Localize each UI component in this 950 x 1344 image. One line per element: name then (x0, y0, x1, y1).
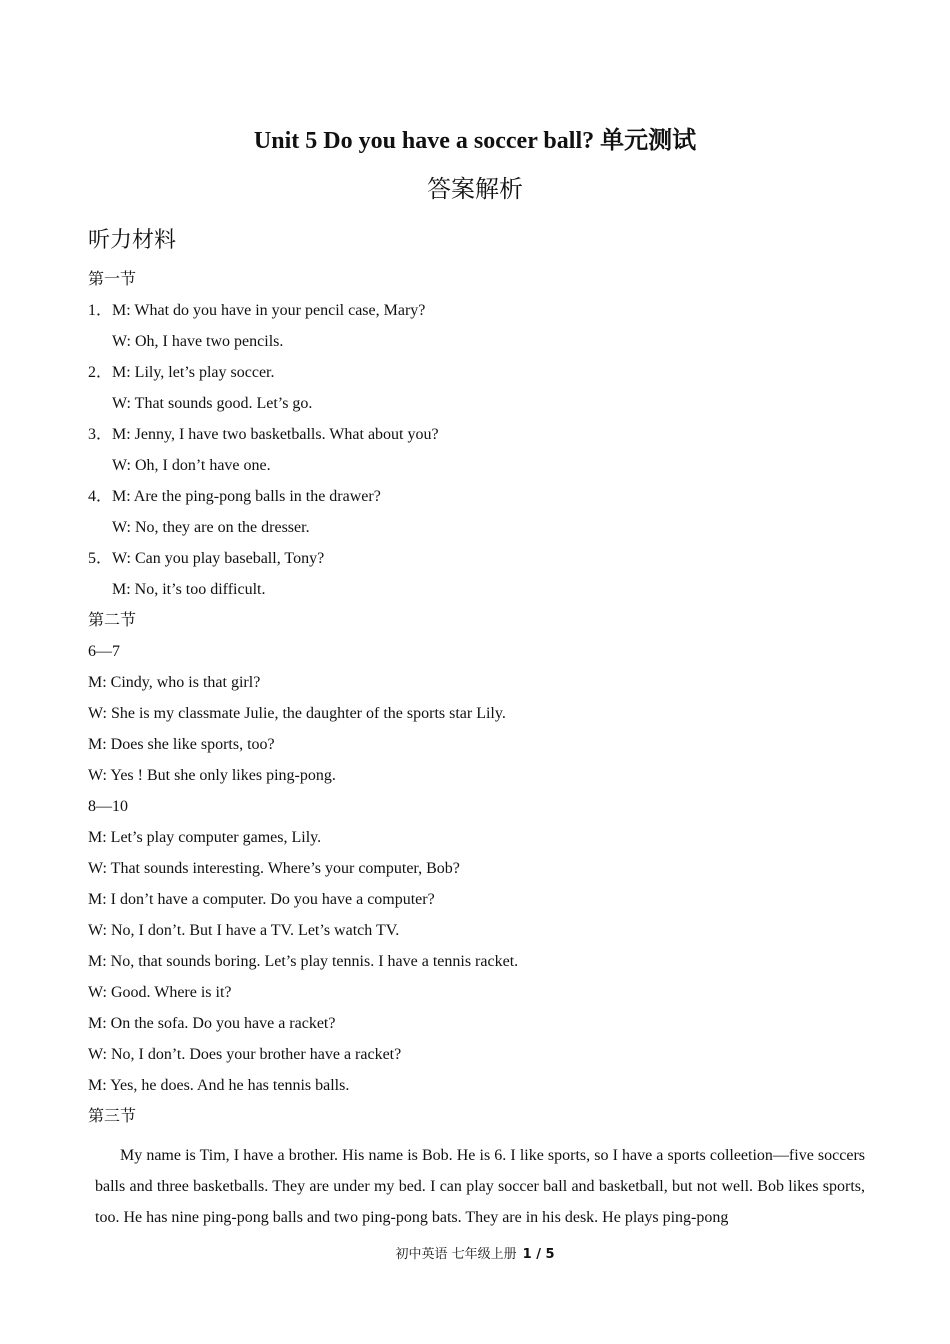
item-3-question (88, 424, 439, 446)
footer-text: 初中英语 七年级上册 (395, 1247, 517, 1262)
dialog-line: M: Yes, he does. And he has tennis balls. (88, 1077, 350, 1094)
dialog-line: W: She is my classmate Julie, the daughter of the sports star Lily. (88, 705, 506, 722)
item-number: 1． (88, 302, 113, 319)
group-8-10-label: 8—10 (88, 798, 128, 815)
item-number: 4． (88, 488, 113, 505)
item-5-answer: M: No, it’s too difficult. (112, 581, 266, 598)
page-title: Unit 5 Do you have a soccer ball? 单元测试 (253, 128, 697, 154)
item-2-answer: W: That sounds good. Let’s go. (112, 395, 313, 412)
item-4-question (88, 486, 381, 508)
dialog-line: M: Let’s play computer games, Lily. (88, 829, 322, 846)
dialog-line: W: No, I don’t. Does your brother have a racket? (88, 1046, 402, 1063)
page-subtitle: 答案解析 (427, 177, 523, 203)
dialog-line: W: That sounds interesting. Where’s your computer, Bob? (88, 860, 460, 877)
part2-label: 第二节 (88, 612, 137, 629)
dialog-line: W: Good. Where is it? (88, 984, 232, 1001)
dialog-line: M: No, that sounds boring. Let’s play tennis. I have a tennis racket. (88, 953, 519, 970)
part3-label: 第三节 (88, 1108, 137, 1125)
item-number: 3． (88, 426, 113, 443)
group-6-7-label: 6—7 (88, 643, 120, 660)
item-5-question (88, 548, 324, 570)
page-number: 1 / 5 (522, 1247, 555, 1262)
section-heading: 听力材料 (88, 227, 177, 252)
item-1-answer: W: Oh, I have two pencils. (112, 333, 284, 350)
dialog-line: W: No, I don’t. But I have a TV. Let’s watch TV. (88, 922, 400, 939)
dialog-line: M: I don’t have a computer. Do you have a computer? (88, 891, 435, 908)
item-number: 5． (88, 550, 113, 567)
dialog-line: M: What do you have in your pencil case, Mary? (112, 302, 426, 319)
dialog-line: M: On the sofa. Do you have a racket? (88, 1015, 336, 1032)
dialog-line: M: Jenny, I have two basketballs. What about you? (112, 426, 439, 443)
item-4-answer: W: No, they are on the dresser. (112, 519, 310, 536)
dialog-line: W: Yes ! But she only likes ping-pong. (88, 767, 336, 784)
dialog-line: M: Does she like sports, too? (88, 736, 275, 753)
dialog-line: W: Can you play baseball, Tony? (112, 550, 325, 567)
passage-paragraph: My name is Tim, I have a brother. His name is Bob. He is 6. I like sports, so I have a sports colleetion—five soccers balls and three basketballs. They are under my bed. I can play soccer ball and basketball, but not well. Bob likes sports, too. He has nine ping-pong balls and two ping-pong bats. They are in his desk. He plays ping-pong (95, 1147, 865, 1226)
item-number: 2． (88, 364, 113, 381)
item-1-question (88, 300, 425, 322)
item-2-question (88, 362, 274, 384)
dialog-line: M: Cindy, who is that girl? (88, 674, 261, 691)
dialog-line: M: Lily, let’s play soccer. (112, 364, 275, 381)
item-3-answer: W: Oh, I don’t have one. (112, 457, 271, 474)
page-footer (0, 1246, 950, 1264)
dialog-line: M: Are the ping-pong balls in the drawer? (112, 488, 381, 505)
part1-label: 第一节 (88, 271, 137, 288)
